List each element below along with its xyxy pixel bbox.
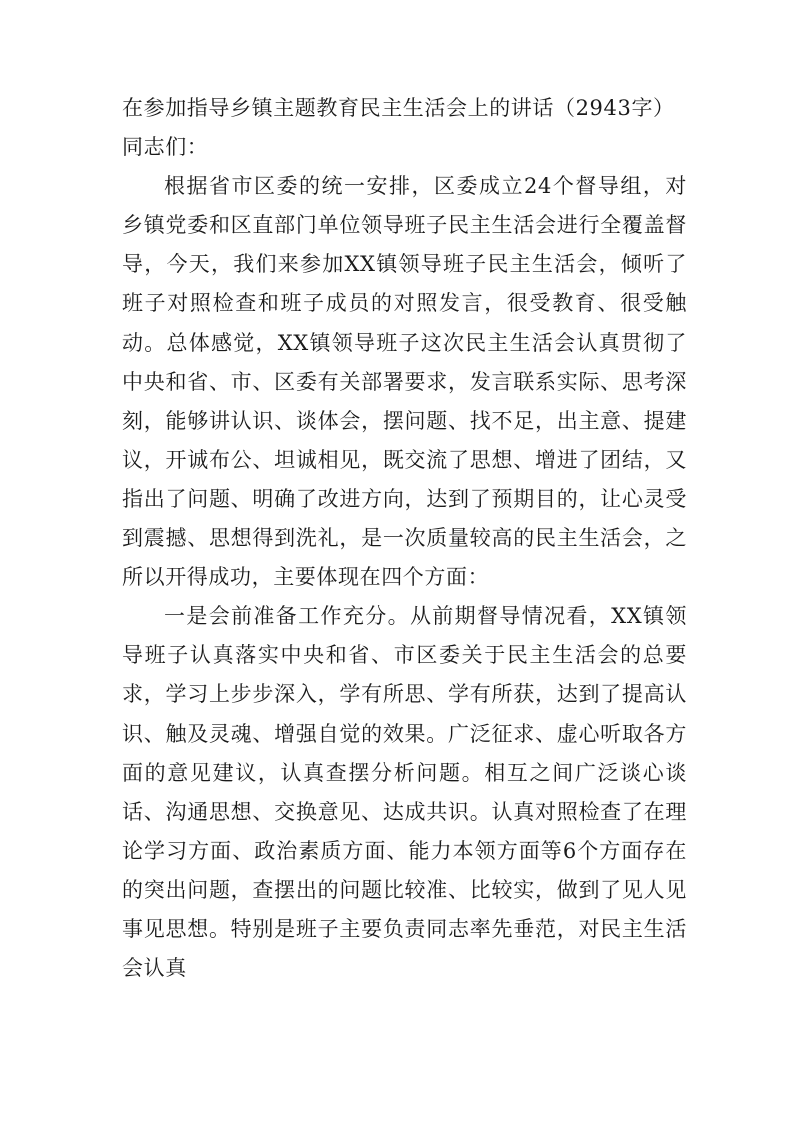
paragraph-1: 根据省市区委的统一安排，区委成立24个督导组，对乡镇党委和区直部门单位领导班子民主生活会进行全覆盖督导，今天，我们来参加XX镇领导班子民主生活会，倾听了班子对照检查和班子成员的对照发言，很受教育、很受触动。总体感觉，XX镇领导班子这次民主生活会认真贯彻了中央和省、市、区委有关部署要求，发言联系实际、思考深刻，能够讲认识、谈体会，摆问题、找不足，出主意、提建议，开诚布公、坦诚相见，既交流了思想、增进了团结，又指出了问题、明确了改进方向，达到了预期目的，让心灵受到震撼、思想得到洗礼，是一次质量较高的民主生活会，之所以开得成功，主要体现在四个方面： xyxy=(122,174,687,590)
document-body xyxy=(122,89,687,988)
salutation: 同志们： xyxy=(122,135,209,160)
document-title: 在参加指导乡镇主题教育民主生活会上的讲话（2943字） xyxy=(122,96,675,120)
paragraph-2: 一是会前准备工作充分。从前期督导情况看，XX镇领导班子认真落实中央和省、市区委关于民主生活会的总要求，学习上步步深入，学有所思、学有所获，达到了提高认识、触及灵魂、增强自觉的效果。广泛征求、虚心听取各方面的意见建议，认真查摆分析问题。相互之间广泛谈心谈话、沟通思想、交换意见、达成共识。认真对照检查了在理论学习方面、政治素质方面、能力本领方面等6个方面存在的突出问题，查摆出的问题比较准、比较实，做到了见人见事见思想。特别是班子主要负责同志率先垂范，对民主生活会认真 xyxy=(122,604,687,981)
